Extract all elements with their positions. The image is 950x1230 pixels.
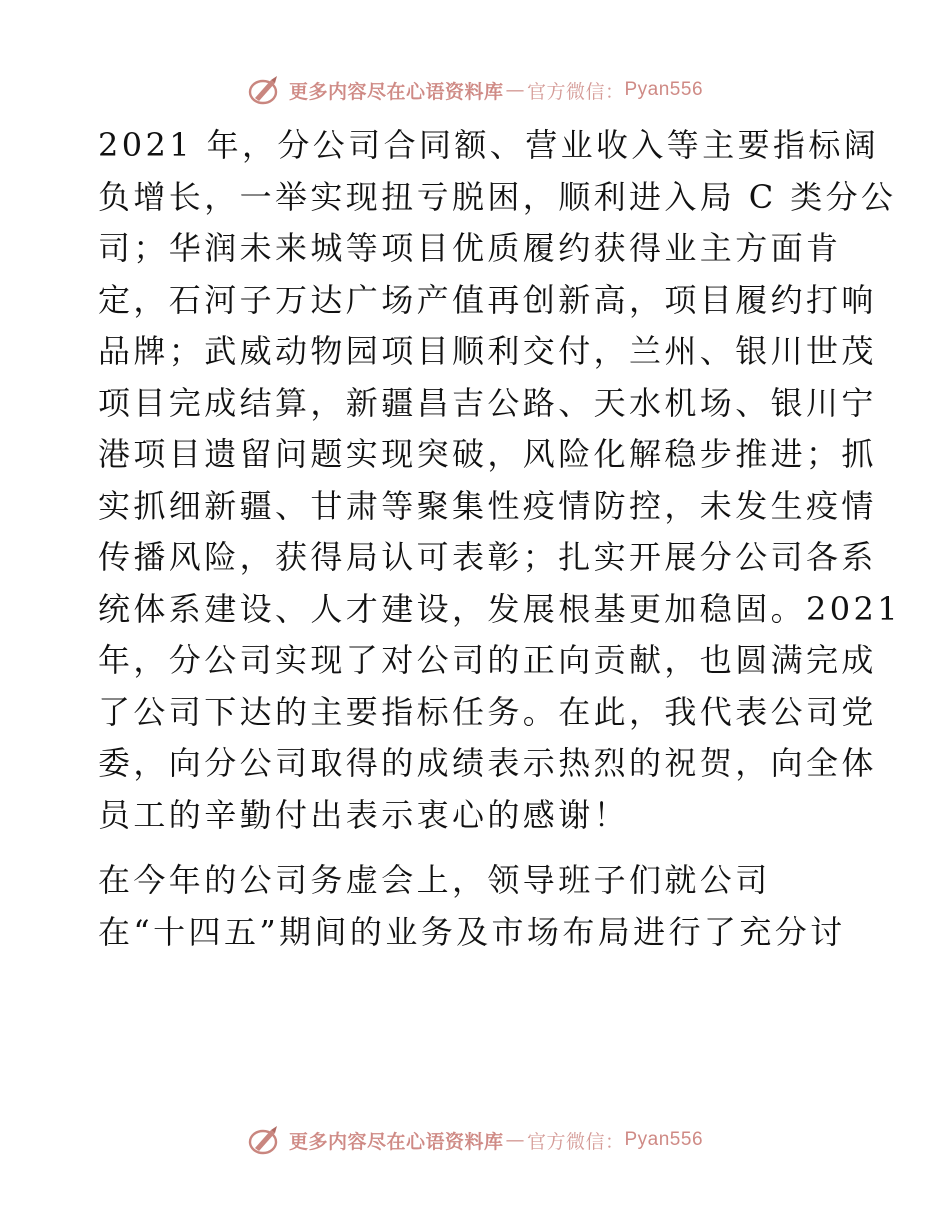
text-line: 在“十四五”期间的业务及市场布局进行了充分讨 bbox=[98, 912, 846, 951]
text-line: 实抓细新疆、甘肃等聚集性疫情防控，未发生疫情 bbox=[98, 486, 877, 525]
header-wechat-id: Pyan556 bbox=[624, 79, 704, 100]
text-line: 年，分公司实现了对公司的正向贡献，也圆满完成 bbox=[98, 641, 877, 679]
header-wechat-label: 官方微信： bbox=[526, 80, 625, 103]
footer-separator: — bbox=[505, 1129, 525, 1151]
text-line: 2021 年，分公司合同额、营业收入等主要指标阔 bbox=[98, 126, 880, 164]
text-line: 项目完成结算，新疆昌吉公路、天水机场、银川宁 bbox=[98, 383, 877, 422]
text-line: 港项目遗留问题实现突破，风险化解稳步推进；抓 bbox=[98, 435, 877, 473]
header-brand-text: 更多内容尽在心语资料库 bbox=[288, 80, 504, 103]
paragraph-1 bbox=[98, 120, 902, 841]
text-line: 司；华润未来城等项目优质履约获得业主方面肯 bbox=[98, 229, 842, 267]
text-line: 委，向分公司取得的成绩表示热烈的祝贺，向全体 bbox=[98, 744, 877, 782]
text-line: 员工的辛勤付出表示衷心的感谢！ bbox=[98, 795, 630, 834]
text-line: 了公司下达的主要指标任务。在此，我代表公司党 bbox=[98, 692, 877, 731]
footer-watermark bbox=[0, 1122, 950, 1158]
footer-wechat-id: Pyan556 bbox=[624, 1129, 704, 1150]
text-line: 定，石河子万达广场产值再创新高，项目履约打响 bbox=[98, 280, 877, 319]
header-watermark bbox=[0, 72, 950, 108]
paragraph-gap bbox=[98, 841, 850, 855]
footer-wechat-label: 官方微信： bbox=[526, 1130, 625, 1153]
text-line: 在今年的公司务虚会上，领导班子们就公司 bbox=[98, 861, 771, 899]
text-line: 统体系建设、人才建设，发展根基更加稳固。2021 bbox=[98, 589, 902, 628]
footer-brand-text: 更多内容尽在心语资料库 bbox=[288, 1130, 504, 1153]
text-line: 传播风险，获得局认可表彰；扎实开展分公司各系 bbox=[98, 538, 877, 576]
pen-swirl-logo-icon bbox=[247, 74, 283, 106]
header-separator: — bbox=[505, 79, 525, 101]
paragraph-2 bbox=[98, 855, 850, 958]
document-body bbox=[98, 120, 902, 958]
text-line: 品牌；武威动物园项目顺利交付，兰州、银川世茂 bbox=[98, 332, 877, 370]
pen-swirl-logo-icon bbox=[247, 1124, 283, 1156]
text-line: 负增长，一举实现扭亏脱困，顺利进入局 C 类分公 bbox=[98, 177, 897, 216]
